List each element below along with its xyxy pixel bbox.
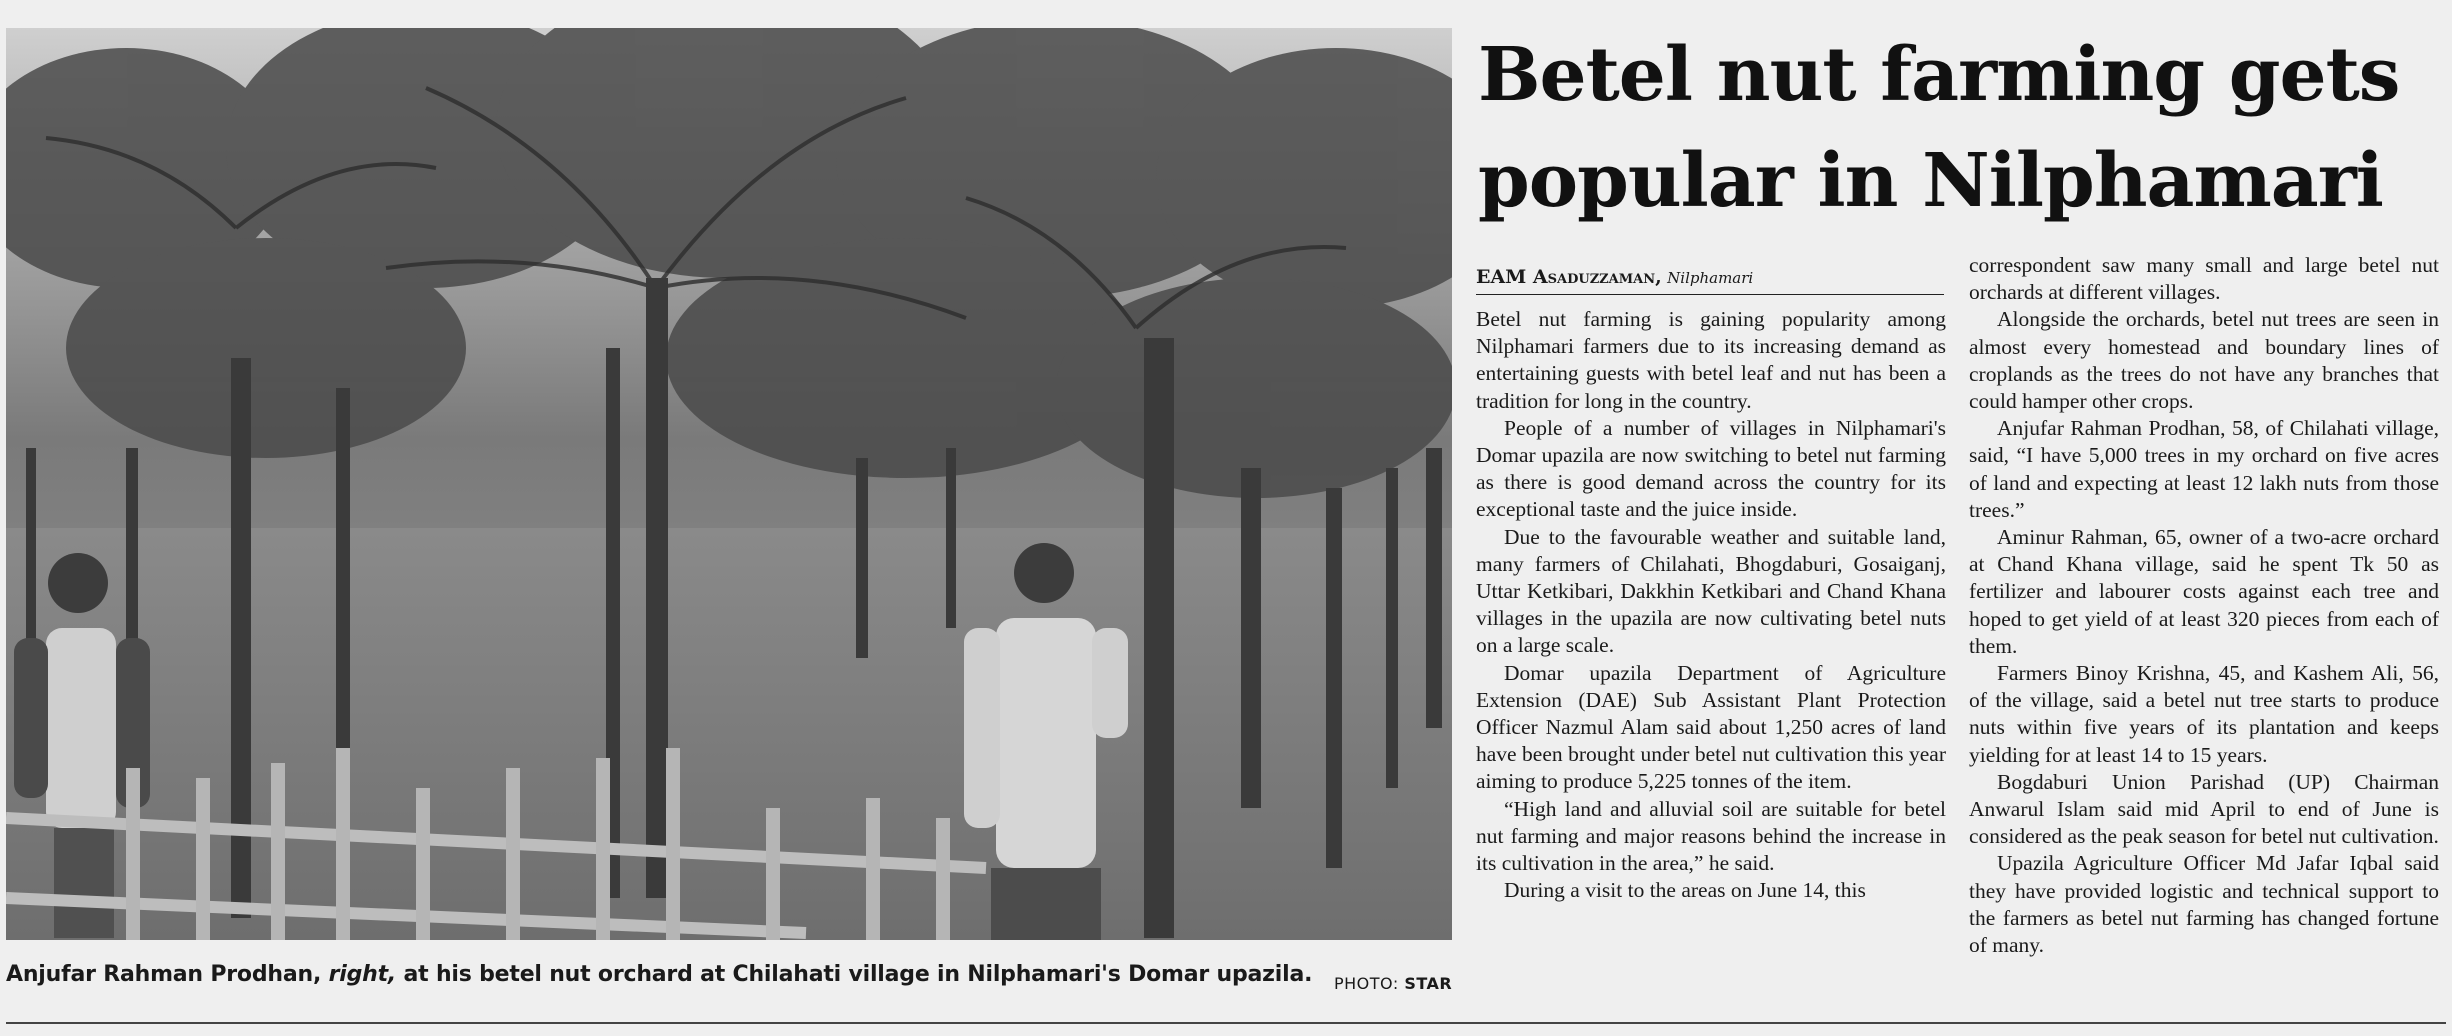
orchard-photo-illustration: [6, 28, 1452, 940]
paragraph: Betel nut farming is gaining popularity among Nilphamari farmers due to its increasing demand as entertaining guests with betel leaf and nut has been a tradition for long in the country.: [1476, 307, 1946, 413]
paragraph: Alongside the orchards, betel nut trees are seen in almost every homestead and boundary lines of croplands as the trees do not have any branches that could hamper other crops.: [1969, 307, 2439, 414]
paragraph: Bogdaburi Union Parishad (UP) Chairman Anwarul Islam said mid April to end of June is considered as the peak season for betel nut cultivation.: [1969, 769, 2439, 849]
author-name: EAM Asaduzzaman,: [1476, 266, 1662, 288]
photo-credit: [1334, 974, 1452, 993]
headline-line-2: popular in Nilphamari: [1478, 138, 2383, 224]
byline: [1476, 266, 1944, 295]
paragraph: During a visit to the areas on June 14, this: [1504, 878, 1866, 903]
article-photo: [6, 28, 1452, 940]
paragraph: Domar upazila Department of Agriculture Extension (DAE) Sub Assistant Plant Protection Officer Nazmul Alam said about 1,250 acres of land have been brought under betel nut cultivation this year aiming to produce 5,225 tonnes of the item.: [1476, 660, 1946, 794]
headline-line-1: Betel nut farming gets: [1478, 32, 2400, 118]
credit-label: PHOTO:: [1334, 974, 1405, 993]
paragraph: People of a number of villages in Nilphamari's Domar upazila are now switching to betel nut farming as there is good demand across the country for its exceptional taste and the juice inside.: [1476, 415, 1946, 522]
author-location: Nilphamari: [1667, 269, 1754, 287]
caption-italic: right,: [328, 962, 397, 987]
paragraph: Farmers Binoy Krishna, 45, and Kashem Ali, 56, of the village, said a betel nut tree starts to produce nuts within five years of its plantation and keeps yielding for at least 14 to 15 years.: [1969, 661, 2439, 767]
article-column-2: [1969, 252, 2439, 959]
headline: [1478, 22, 2448, 234]
paragraph: “High land and alluvial soil are suitable for betel nut farming and major reasons behind the increase in its cultivation in the area,” he said.: [1476, 796, 1946, 876]
article-column-1: [1476, 306, 1946, 904]
photo-caption: [6, 962, 1313, 987]
paragraph: Aminur Rahman, 65, owner of a two-acre orchard at Chand Khana village, said he spent Tk 50 as fertilizer and labourer costs against each tree and hoped to get yield of at least 320 pieces from each of them.: [1969, 525, 2439, 658]
paragraph: correspondent saw many small and large betel nut orchards at different villages.: [1969, 253, 2439, 305]
caption-text-end: at his betel nut orchard at Chilahati village in Nilphamari's Domar upazila.: [396, 962, 1313, 987]
caption-text-start: Anjufar Rahman Prodhan,: [6, 962, 329, 987]
paragraph: Anjufar Rahman Prodhan, 58, of Chilahati village, said, “I have 5,000 trees in my orchard on five acres of land and expecting at least 12 lakh nuts from those trees.”: [1969, 416, 2439, 522]
paragraph: Due to the favourable weather and suitable land, many farmers of Chilahati, Bhogdaburi, Gosaiganj, Uttar Ketkibari, Dakkhin Ketkibari and Chand Khana villages in the upazila are now cultivating betel nuts on a large scale.: [1476, 524, 1946, 658]
paragraph: Upazila Agriculture Officer Md Jafar Iqbal said they have provided logistic and technical support to the farmers as betel nut farming has changed fortune of many.: [1969, 851, 2439, 958]
credit-source: STAR: [1404, 974, 1453, 993]
bottom-rule: [6, 1022, 2446, 1024]
